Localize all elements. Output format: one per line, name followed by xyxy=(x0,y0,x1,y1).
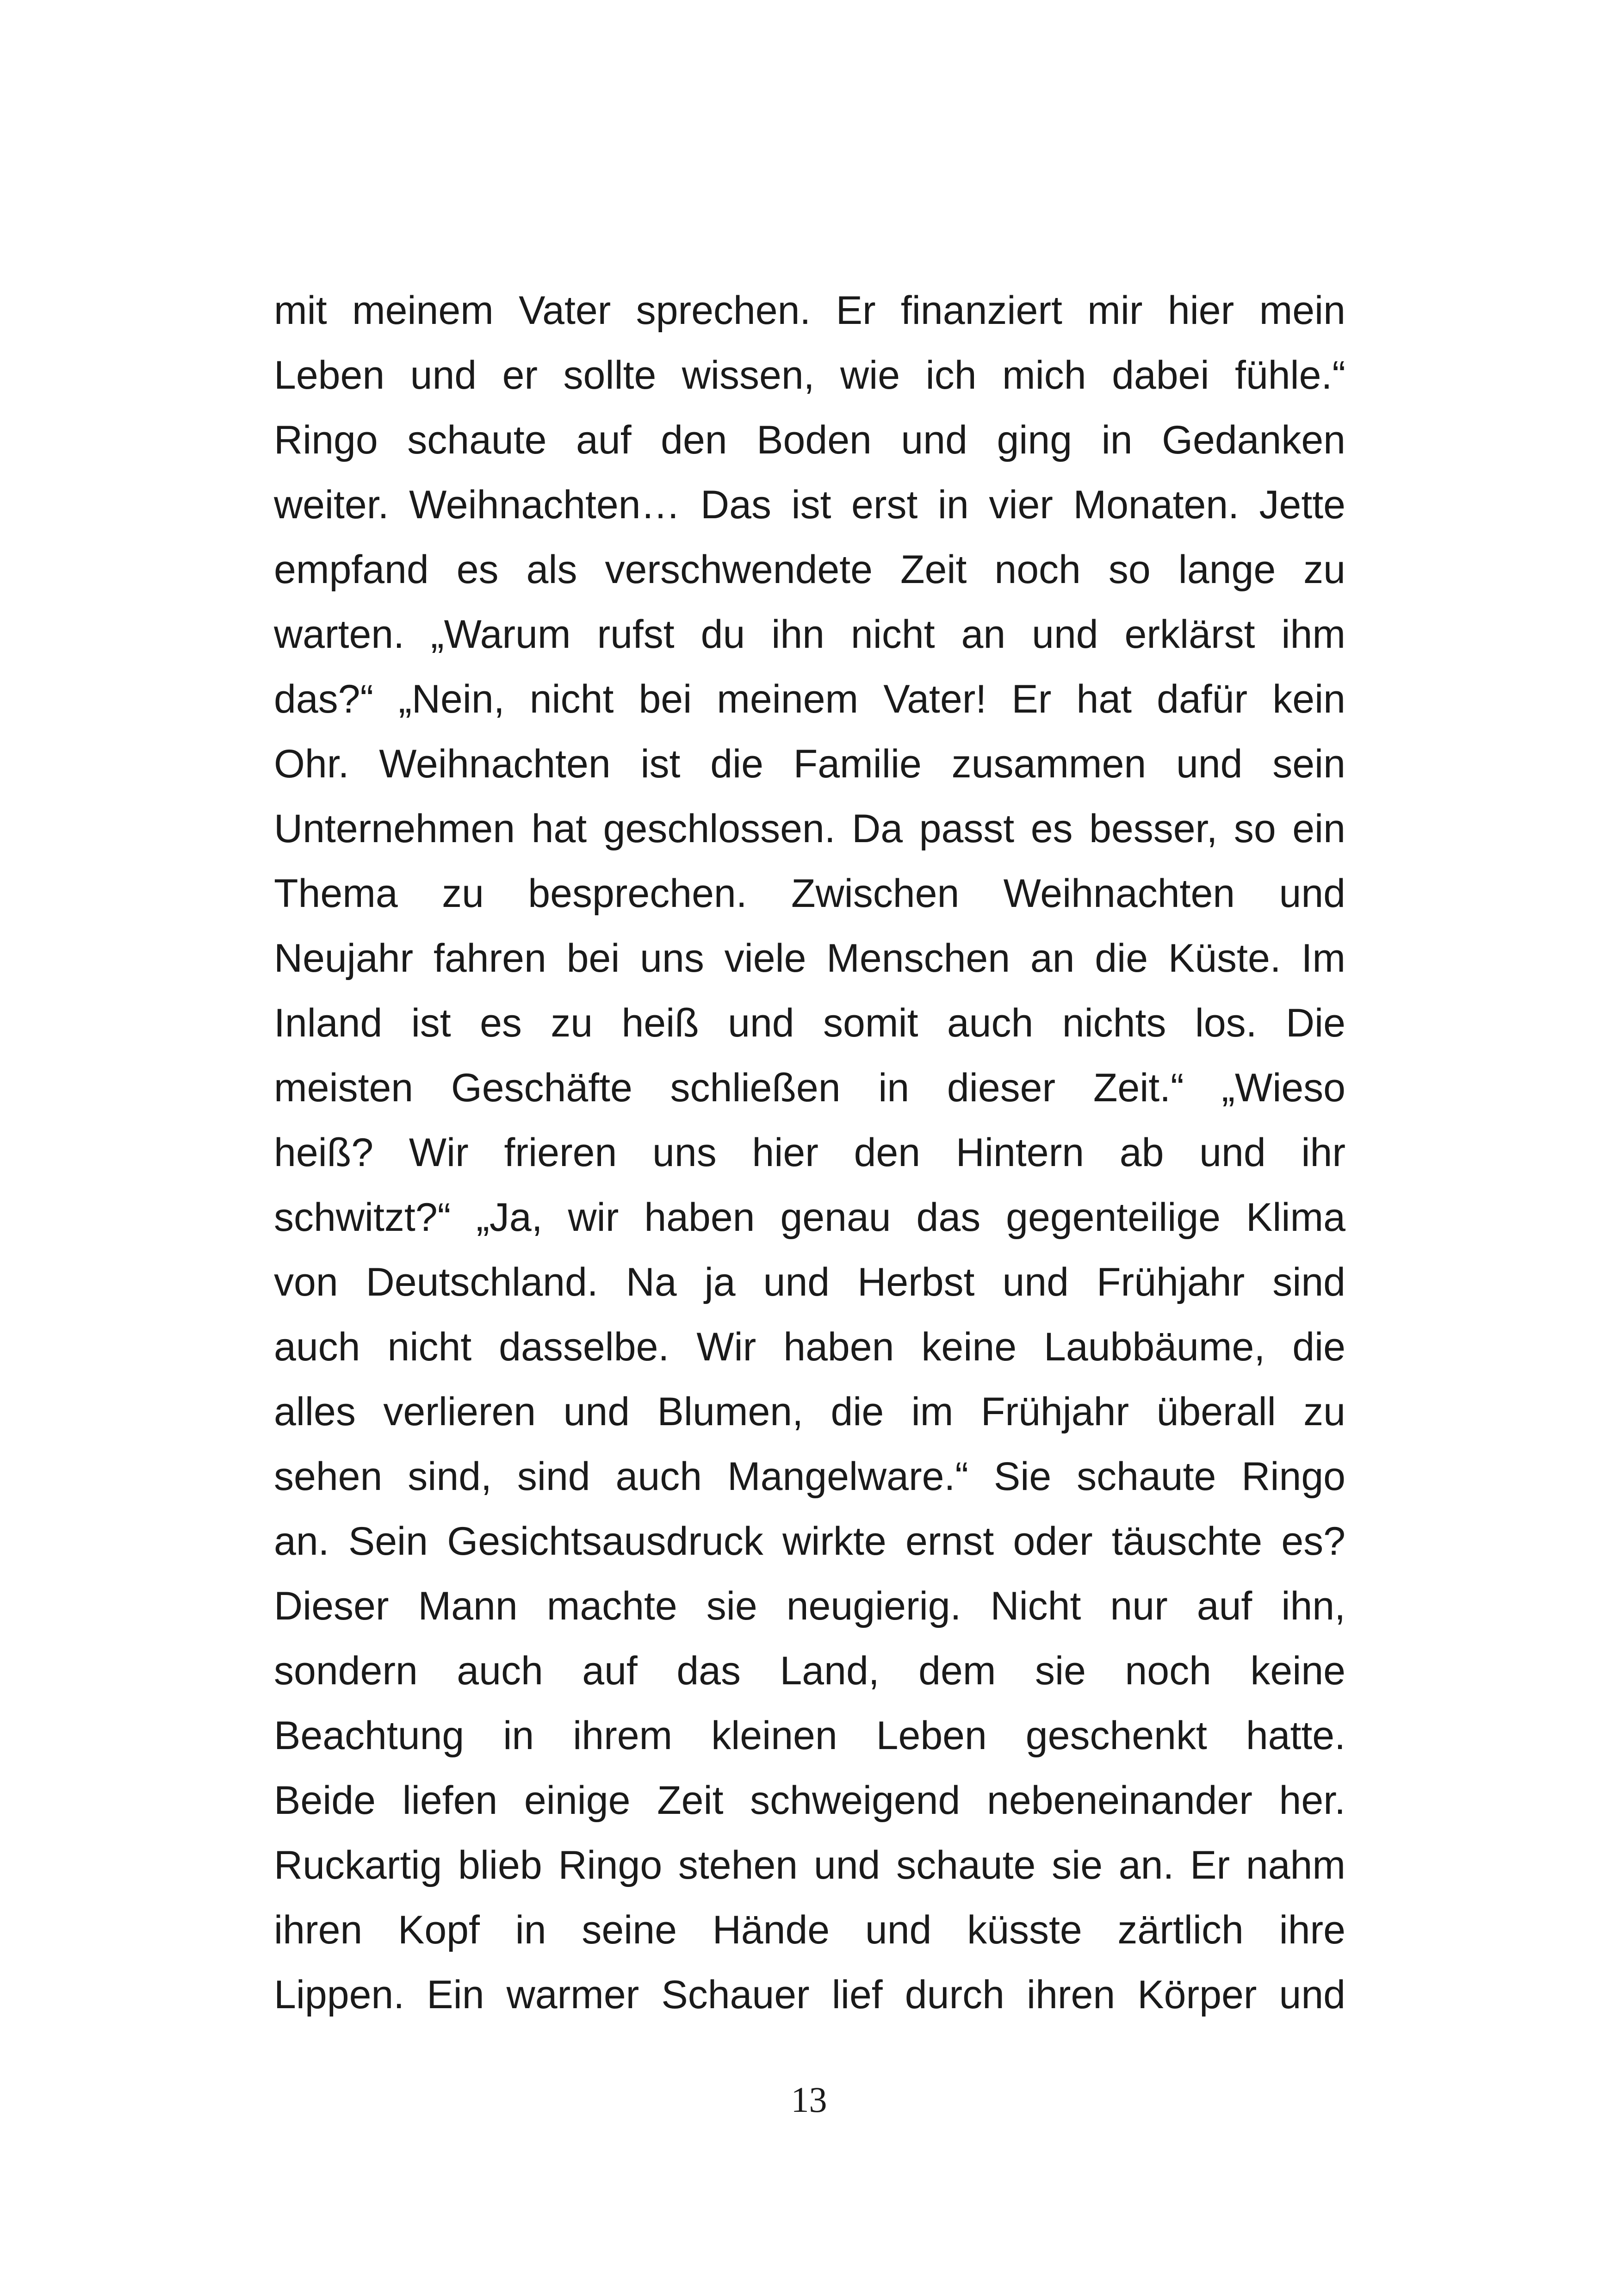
text-line: Unternehmen hat geschlossen. Da passt es besser, so ein xyxy=(274,807,1345,851)
text-line: Dieser Mann machte sie neugierig. Nicht nur auf ihn, xyxy=(274,1584,1345,1628)
text-line: sondern auch auf das Land, dem sie noch keine xyxy=(274,1649,1345,1693)
text-line: sehen sind, sind auch Mangelware.“ Sie schaute Ringo xyxy=(274,1454,1345,1499)
text-line: meisten Geschäfte schließen in dieser Zeit.“ „Wieso xyxy=(274,1066,1345,1110)
text-line: empfand es als verschwendete Zeit noch so lange zu xyxy=(274,547,1345,592)
body-text xyxy=(274,278,1345,2027)
text-line: alles verlieren und Blumen, die im Frühjahr überall zu xyxy=(274,1390,1345,1434)
text-line: an. Sein Gesichtsausdruck wirkte ernst oder täuschte es? xyxy=(274,1519,1345,1564)
text-line: Leben und er sollte wissen, wie ich mich dabei fühle.“ xyxy=(274,353,1345,397)
text-line: mit meinem Vater sprechen. Er finanziert mir hier mein xyxy=(274,288,1345,333)
text-line: Beachtung in ihrem kleinen Leben geschenkt hatte. xyxy=(274,1713,1345,1758)
text-line: das?“ „Nein, nicht bei meinem Vater! Er hat dafür kein xyxy=(274,677,1345,721)
text-line: schwitzt?“ „Ja, wir haben genau das gegenteilige Klima xyxy=(274,1195,1345,1240)
text-line: warten. „Warum rufst du ihn nicht an und erklärst ihm xyxy=(274,612,1345,657)
text-line: weiter. Weihnachten… Das ist erst in vier Monaten. Jette xyxy=(274,483,1345,527)
page-number: 13 xyxy=(791,2079,827,2120)
text-line: auch nicht dasselbe. Wir haben keine Laubbäume, die xyxy=(274,1325,1345,1369)
text-line: Inland ist es zu heiß und somit auch nichts los. Die xyxy=(274,1001,1345,1045)
text-line: Lippen. Ein warmer Schauer lief durch ihren Körper und xyxy=(274,1973,1345,2017)
text-line: Thema zu besprechen. Zwischen Weihnachten und xyxy=(274,871,1345,916)
text-line: heiß? Wir frieren uns hier den Hintern ab und ihr xyxy=(274,1130,1345,1175)
text-line: Neujahr fahren bei uns viele Menschen an die Küste. Im xyxy=(274,936,1345,980)
text-line: ihren Kopf in seine Hände und küsste zärtlich ihre xyxy=(274,1908,1345,1952)
text-line: Ohr. Weihnachten ist die Familie zusammen und sein xyxy=(274,742,1345,786)
text-line: Beide liefen einige Zeit schweigend nebeneinander her. xyxy=(274,1778,1345,1823)
text-line: von Deutschland. Na ja und Herbst und Frühjahr sind xyxy=(274,1260,1345,1304)
text-line: Ringo schaute auf den Boden und ging in Gedanken xyxy=(274,418,1345,462)
text-line: Ruckartig blieb Ringo stehen und schaute sie an. Er nahm xyxy=(274,1843,1345,1887)
